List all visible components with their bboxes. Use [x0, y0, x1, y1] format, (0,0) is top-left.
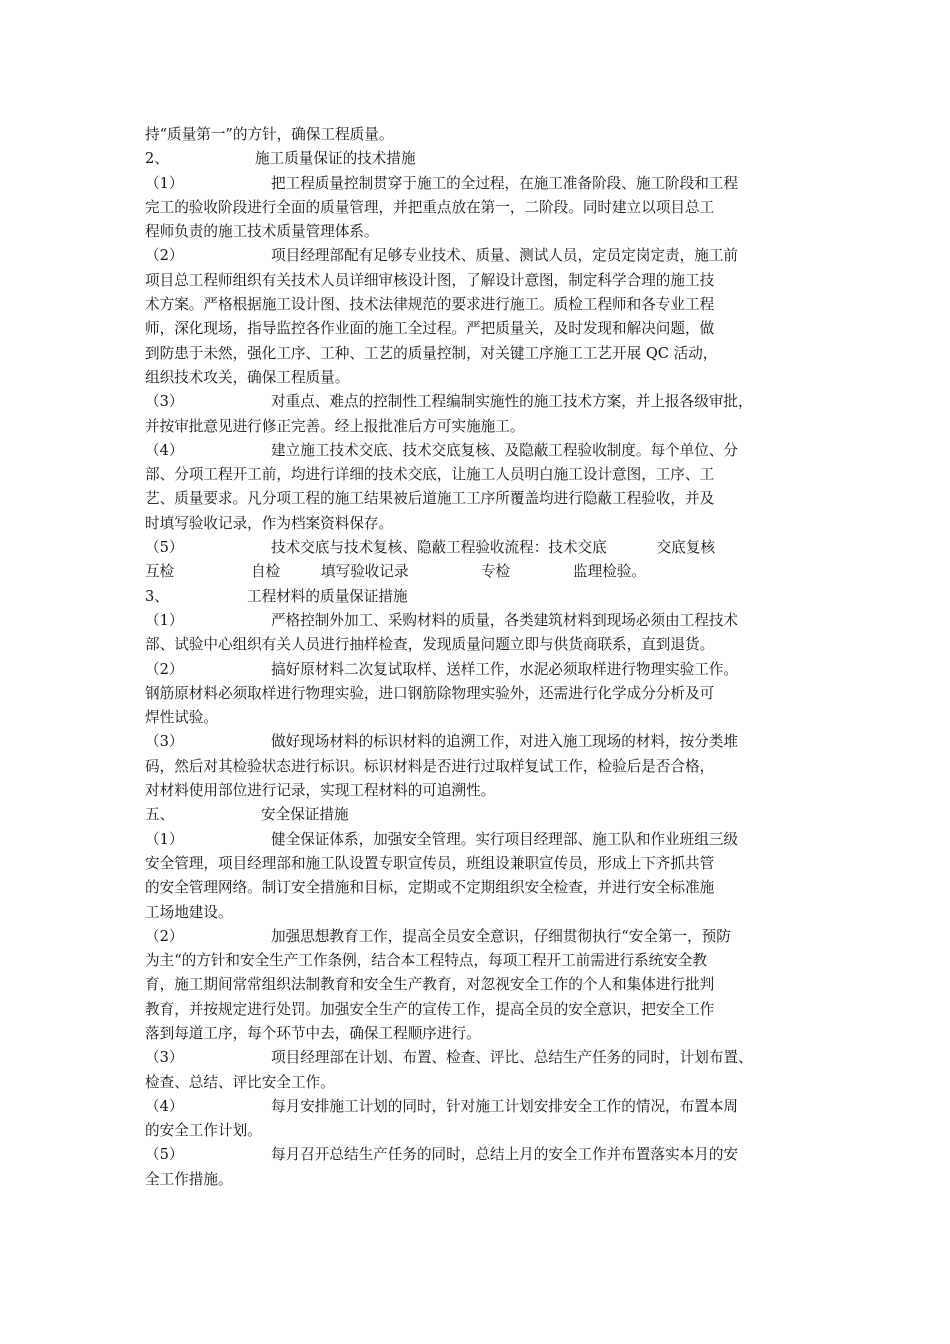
flow-step: 监理检验。 [573, 563, 646, 581]
text-line [145, 755, 825, 779]
section-heading: 施工质量保证的技术措施 [255, 150, 416, 168]
paragraph-text: 师，深化现场，指导监控各作业面的施工全过程。严把质量关，及时发现和解决问题，做 [145, 320, 715, 338]
text-line [145, 317, 825, 341]
section-heading: 工程材料的质量保证措施 [247, 587, 408, 605]
paragraph-text: 组织技术攻关，确保工程质量。 [145, 368, 350, 386]
item-number: （4） [145, 441, 184, 459]
text-line [145, 706, 825, 730]
text-line [145, 220, 825, 244]
text-line [145, 560, 825, 584]
item-number: 2、 [145, 150, 169, 168]
item-number: （3） [145, 733, 184, 751]
paragraph-text: 对重点、难点的控制性工程编制实施性的施工技术方案，并上报各级审批， [271, 393, 753, 411]
paragraph-text: 育，施工期间常常组织法制教育和安全生产教育，对忽视安全工作的个人和集体进行批判 [145, 976, 715, 994]
paragraph-text: 部、试验中心组织有关人员进行抽样检查，发现质量问题立即与供货商联系，直到退货。 [145, 636, 715, 654]
text-line [145, 803, 825, 827]
paragraph-text: 搞好原材料二次复试取样、送样工作，水泥必须取样进行物理实验工作。 [271, 660, 739, 678]
text-line [145, 196, 825, 220]
paragraph-text: 安全管理，项目经理部和施工队设置专职宣传员，班组设兼职宣传员，形成上下齐抓共管 [145, 854, 715, 872]
paragraph-text: 项目总工程师组织有关技术人员详细审核设计图，了解设计意图，制定科学合理的施工技 [145, 271, 715, 289]
text-line [145, 366, 825, 390]
item-number: （1） [145, 830, 184, 848]
paragraph-text: 码，然后对其检验状态进行标识。标识材料是否进行过取样复试工作，检验后是否合格， [145, 757, 715, 775]
text-line [145, 633, 825, 657]
text-line [145, 536, 825, 560]
text-line [145, 828, 825, 852]
text-line [145, 1168, 825, 1192]
paragraph-text: 每月召开总结生产任务的同时，总结上月的安全工作并布置落实本月的安 [271, 1146, 739, 1164]
text-line [145, 293, 825, 317]
item-number: （4） [145, 1097, 184, 1115]
item-number: （2） [145, 660, 184, 678]
paragraph-text: 焊性试验。 [145, 709, 218, 727]
paragraph-text: 对材料使用部位进行记录，实现工程材料的可追溯性。 [145, 782, 496, 800]
paragraph-text: 完工的验收阶段进行全面的质量管理，并把重点放在第一，二阶段。同时建立以项目总工 [145, 198, 715, 216]
paragraph-text: 程师负责的施工技术质量管理体系。 [145, 223, 379, 241]
paragraph-text: 技术交底与技术复核、隐蔽工程验收流程：技术交底 [271, 539, 607, 557]
paragraph-text: 做好现场材料的标识材料的追溯工作，对进入施工现场的材料，按分类堆 [271, 733, 739, 751]
text-line [145, 123, 825, 147]
item-number: （5） [145, 1146, 184, 1164]
paragraph-text: 时填写验收记录，作为档案资料保存。 [145, 514, 394, 532]
paragraph-text: 加强思想教育工作，提高全员安全意识，仔细贯彻执行“安全第一，预防 [271, 927, 731, 945]
paragraph-text: 检查、总结、评比安全工作。 [145, 1073, 335, 1091]
text-line [145, 852, 825, 876]
document-page [145, 123, 825, 1192]
paragraph-text: 的安全工作计划。 [145, 1122, 262, 1140]
text-line [145, 876, 825, 900]
text-line [145, 998, 825, 1022]
paragraph-text: 并按审批意见进行修正完善。经上报批准后方可实施施工。 [145, 417, 525, 435]
flow-step: 自检 [251, 563, 281, 581]
text-line [145, 487, 825, 511]
item-number: （2） [145, 247, 184, 265]
paragraph-text: 到防患于未然，强化工序、工种、工艺的质量控制，对关键工序施工工艺开展 QC 活动， [145, 344, 718, 362]
text-line [145, 1119, 825, 1143]
text-line [145, 244, 825, 268]
text-line [145, 172, 825, 196]
flow-step: 专检 [481, 563, 511, 581]
paragraph-text: 项目经理部配有足够专业技术、质量、测试人员，定员定岗定责，施工前 [271, 247, 739, 265]
text-line [145, 1022, 825, 1046]
paragraph-text: 为主“的方针和安全生产工作条例，结合本工程特点，每项工程开工前需进行系统安全教 [145, 952, 708, 970]
text-line [145, 949, 825, 973]
text-line [145, 682, 825, 706]
text-line [145, 658, 825, 682]
text-line [145, 1071, 825, 1095]
flow-step: 交底复核 [656, 539, 716, 557]
paragraph-text: 项目经理部在计划、布置、检查、评比、总结生产任务的同时，计划布置、 [271, 1049, 753, 1067]
text-line [145, 147, 825, 171]
paragraph-text: 建立施工技术交底、技术交底复核、及隐蔽工程验收制度。每个单位、分 [271, 441, 739, 459]
text-line [145, 342, 825, 366]
item-number: （5） [145, 539, 184, 557]
item-number: 3、 [145, 587, 169, 605]
text-line [145, 609, 825, 633]
text-line [145, 585, 825, 609]
item-number: （1） [145, 611, 184, 629]
text-line [145, 415, 825, 439]
paragraph-text: 术方案。严格根据施工设计图、技术法律规范的要求进行施工。质检工程师和各专业工程 [145, 296, 715, 314]
text-line [145, 779, 825, 803]
text-line [145, 925, 825, 949]
paragraph-text: 工场地建设。 [145, 903, 233, 921]
flow-step: 互检 [145, 563, 175, 581]
paragraph-text: 钢筋原材料必须取样进行物理实验，进口钢筋除物理实验外，还需进行化学成分分析及可 [145, 684, 715, 702]
item-number: 五、 [145, 806, 175, 824]
text-line [145, 390, 825, 414]
paragraph-text: 艺、质量要求。凡分项工程的施工结果被后道施工工序所覆盖均进行隐蔽工程验收，并及 [145, 490, 715, 508]
section-heading: 安全保证措施 [261, 806, 349, 824]
text-line [145, 463, 825, 487]
paragraph-text: 把工程质量控制贯穿于施工的全过程，在施工准备阶段、施工阶段和工程 [271, 174, 739, 192]
paragraph-text: 健全保证体系，加强安全管理。实行项目经理部、施工队和作业班组三级 [271, 830, 739, 848]
text-line [145, 512, 825, 536]
paragraph-text: 持“质量第一”的方针，确保工程质量。 [145, 126, 394, 143]
paragraph-text: 部、分项工程开工前，均进行详细的技术交底，让施工人员明白施工设计意图，工序、工 [145, 466, 715, 484]
flow-step: 填写验收记录 [321, 563, 409, 581]
item-number: （3） [145, 1049, 184, 1067]
text-line [145, 1143, 825, 1167]
item-number: （1） [145, 174, 184, 192]
paragraph-text: 教育，并按规定进行处罚。加强安全生产的宣传工作，提高全员的安全意识，把安全工作 [145, 1000, 715, 1018]
text-line [145, 1095, 825, 1119]
item-number: （2） [145, 927, 184, 945]
paragraph-text: 严格控制外加工、采购材料的质量，各类建筑材料到现场必须由工程技术 [271, 611, 739, 629]
paragraph-text: 的安全管理网络。制订安全措施和目标，定期或不定期组织安全检查，并进行安全标准施 [145, 879, 715, 897]
text-line [145, 973, 825, 997]
item-number: （3） [145, 393, 184, 411]
text-line [145, 901, 825, 925]
paragraph-text: 落到每道工序，每个环节中去，确保工程顺序进行。 [145, 1024, 481, 1042]
text-line [145, 269, 825, 293]
text-line [145, 730, 825, 754]
text-line [145, 439, 825, 463]
paragraph-text: 全工作措施。 [145, 1170, 233, 1188]
paragraph-text: 每月安排施工计划的同时，针对施工计划安排安全工作的情况，布置本周 [271, 1097, 739, 1115]
text-line [145, 1046, 825, 1070]
